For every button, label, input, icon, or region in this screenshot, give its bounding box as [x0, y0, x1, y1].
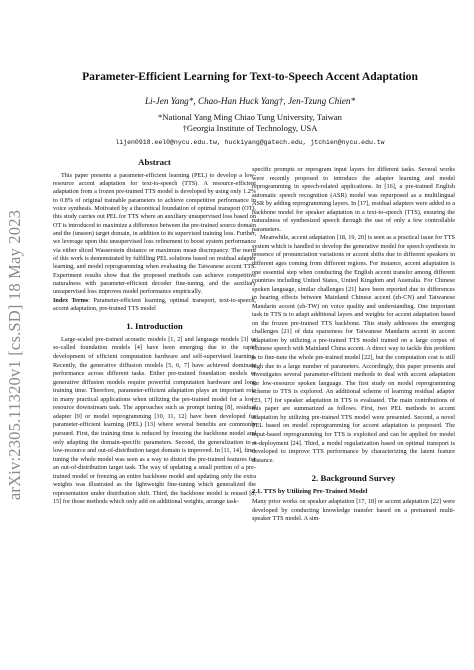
accent-adaptation-paragraph: Meanwhile, accent adaptation [18, 19, 20] is seen as a practical issue for TTS system which is handled to develop the generative model for speech synthesis in presence of pronunciation variations or accent shifts due to different speakers in different ages coming from different regions. For instance, accent adaptation is one essential step when conducting the English accent transfer among different countries including United States, United Kingdom and Australia. For Chinese spoken language, similar challenges [21] have been reported due to differences in hearing effects between Mainland Chinese accent (zh-CN) and Taiwanese Mandarin accent (zh-TW) on voice quality and understanding. One important task in TTS is to adapt additional layers and weights for accent adaptation based on the frozen pre-trained TTS backbone. This study addresses the emerging challenges [21] of data sparseness for Taiwanese Mandarin accent in accent adaptation by utilizing a pre-trained TTS model trained on a large corpus of Chinese speech with Mainland China accent. A direct way to tackle this problem is to fine-tune the whole pre-trained model [22], but the computation cost is still high due to a large number of parameters. Accordingly, this paper presents and investigates several parameter-efficient methods to deal with accent adaptation for low-resource spoken language. The first study on model reprogramming scheme to TTS is explored. An additional scheme of learning residual adapter [23, 17] for speaker adaptation in TTS is evaluated. The main contributions of this paper are summarized as follows. First, two PEL methods to accent adaptation by utilizing pre-trained TTS model were presented. Second, a novel PEL based on model reprogramming for accent adaptation is proposed. The input-based reprogramming for TTS is exploited and can be applied for model re-deployment [24]. Third, a model regularization based on optimal transport is developed to improve TTS performance by characterizing the latent feature distance. [252, 234, 455, 464]
intro-continued-paragraph: specific prompts or reprogram input layers for different tasks. Several works were recently proposed to introduce the adapter learning and model reprogramming in speech-related applications. In [16], a pre-trained English automatic speech recognition (ASR) model was repurposed as a multilingual ASR by adding reprogramming layers. In [17], residual adapters were added to a backbone model for speaker adaptation in a text-to-speech (TTS), ensuring the naturalness of synthesized speech through the use of only a few controllable parameters. [252, 166, 455, 233]
paper-title: Parameter-Efficient Learning for Text-to-Speech Accent Adaptation [82, 70, 418, 83]
subsection-heading: 2.1. TTS by Utilizing Pre-Trained Model [252, 487, 368, 495]
arxiv-identifier: arXiv:2305.11320v1 [cs.SD] 18 May 2023 [5, 209, 24, 501]
index-terms [53, 297, 256, 314]
author-list: Li-Jen Yang*, Chao-Han Huck Yang†, Jen-Tzung Chien* [144, 96, 356, 106]
abstract-heading: Abstract [138, 157, 171, 167]
index-terms-text: : Parameter-efficient learning, optimal transport, text-to-speech, accent adaptation, pre-trained TTS model [53, 296, 257, 313]
left-column [53, 158, 256, 507]
affiliation-1: *National Yang Ming Chiao Tung University, Taiwan [158, 112, 342, 122]
background-heading: 2. Background Survey [311, 473, 396, 484]
abstract-section [53, 158, 256, 313]
right-column [252, 166, 455, 524]
affiliation-2: †Georgia Institute of Technology, USA [182, 123, 318, 133]
index-terms-label: Index Terms [53, 296, 89, 304]
author-emails: lijen0918.eel0@nycu.edu.tw, huckiyang@gatech.edu, jtchien@nycu.edu.tw [115, 139, 385, 146]
introduction-heading: 1. Introduction [126, 321, 183, 332]
abstract-body: This paper presents a parameter-efficient learning (PEL) to develop a low-resource accent adaptation for text-to-speech (TTS). A resource-efficient adaptation from a frozen pre-trained TTS model is developed by using only 1.2% to 0.8% of original trainable parameters to achieve competitive performance in voice synthesis. Motivated by a theoretical foundation of optimal transport (OT), this study carries out PEL for TTS where an auxiliary unsupervised loss based on OT is introduced to maximize a difference between the pre-trained source domain and the (unseen) target domain, in addition to its supervised training loss. Further, we leverage upon this unsupervised loss refinement to boost system performance via either sliced Wasserstein distance or maximum mean discrepancy. The merit of this work is demonstrated by fulfilling PEL solutions based on residual adapter learning, and model reprogramming when evaluating the Taiwanese accent TTS. Experiment results show that the proposed methods can achieve competitive naturalness with parameter-efficient decoder fine-tuning, and the auxiliary unsupervised loss improves model performance empirically. [53, 171, 256, 296]
affiliations [40, 112, 460, 134]
introduction-body: Large-scaled pre-trained acoustic models [1, 2] and language models [3] or so-called foundation models [4] have been emerging due to the rapid development of efficient computation hardware and self-supervised learning. Recently, the generative diffusion models [5, 6, 7] have achieved dominant performance across different tasks. Either pre-trained foundation models or generative diffusion models require powerful computation hardware and long training time. Therefore, parameter-efficient adaptation plays an important role in many practical applications when utilizing the pre-trained model for a low-resource downstream task. The approaches such as prompt tuning [8], residual adapter [9] or model reprogramming [10, 11, 12] have been developed for parameter-efficient learning (PEL) [13] where several benefits are commonly pursued. First, the training time is reduced by freezing the backbone model and only adapting the domain-specific parameters. Second, the generalization to a low-resource and out-of-distribution target domain is improved. In [11, 14], fine-tuning the whole model was seen as a way to distort the pre-trained features for an out-of-distribution target task. The way of updating a small portion of a pre-trained model or freezing an entire backbone model and updating only the extra weights was illustrated as the lightweight fine-tuning which generalized the representation under distribution shift. Third, the backbone model is reused [8, 15] for those methods which only add on additional weights, arrange task- [53, 335, 256, 506]
background-paragraph: Many prior works on speaker adaptation [17, 18] or accent adaptation [22] were developed by conducting knowledge transfer based on a pretrained multi-speaker TTS model. A sim- [252, 498, 455, 523]
